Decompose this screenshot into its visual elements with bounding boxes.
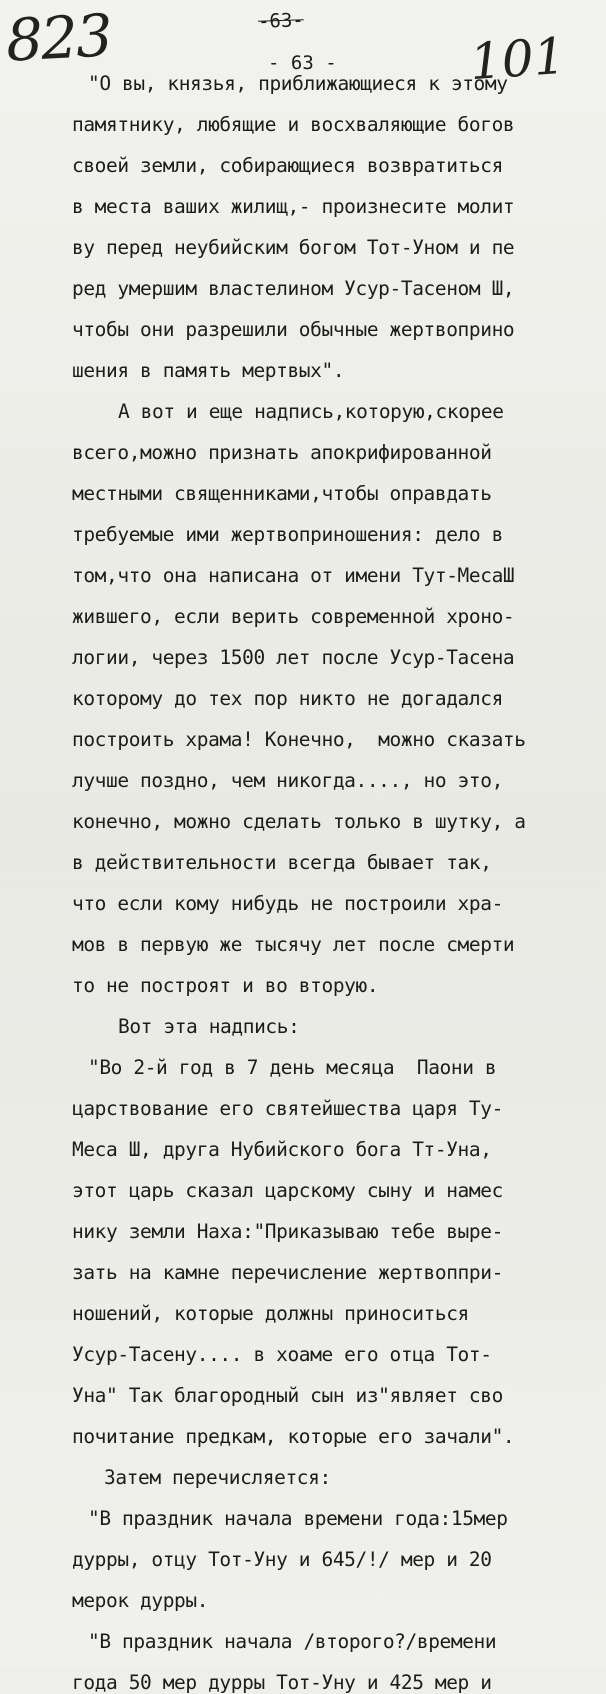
text-line: памятнику, любящие и восхваляющие богов	[72, 113, 515, 136]
text-line: лучше поздно, чем никогда...., но это,	[72, 769, 503, 792]
text-line: то не построят и во вторую.	[72, 974, 379, 997]
text-line: Усур-Тасену.... в хоаме его отца Тот-	[72, 1343, 492, 1366]
text-line: Меса Ш, друга Нубийского бога Тт-Уна,	[72, 1138, 492, 1161]
text-line: ношений, которые должны приноситься	[72, 1302, 469, 1325]
text-line: построить храма! Конечно, можно сказать	[72, 728, 526, 751]
text-line: том,что она написана от имени Тут-МесаШ	[72, 564, 515, 587]
page-number-handwritten: -63-	[257, 9, 305, 33]
text-line: в места ваших жилищ,- произнесите молит	[72, 195, 515, 218]
text-line: этот царь сказал царскому сыну и намес	[72, 1179, 503, 1202]
text-line: года 50 мер дурры Тот-Уну и 425 мер и	[72, 1671, 492, 1694]
text-line: мов в первую же тысячу лет после смерти	[72, 933, 515, 956]
text-line: Затем перечисляется:	[104, 1466, 331, 1489]
text-line: нику земли Наха:"Приказываю тебе выре-	[72, 1220, 503, 1243]
text-line: логии, через 1500 лет после Усур-Тасена	[72, 646, 515, 669]
text-line: мерок дурры.	[72, 1589, 209, 1612]
text-line: что если кому нибудь не построили хра-	[72, 892, 503, 915]
text-line: ред умершим властелином Усур-Тасеном Ш,	[72, 277, 515, 300]
text-line: чтобы они разрешили обычные жертвоприно	[72, 318, 515, 341]
archive-number: 823	[4, 1, 113, 75]
text-line: "О вы, князья, приближающиеся к этому	[88, 72, 508, 95]
text-line: А вот и еще надпись,которую,скорее	[118, 400, 504, 423]
text-line: местными священниками,чтобы оправдать	[72, 482, 492, 505]
text-line: "В праздник начала /второго?/времени	[88, 1630, 497, 1653]
text-line: всего,можно признать апокрифированной	[72, 441, 492, 464]
text-line: своей земли, собирающиеся возвратиться	[72, 154, 503, 177]
text-line: шения в память мертвых".	[72, 359, 345, 382]
text-line: "Во 2-й год в 7 день месяца Паони в	[88, 1056, 497, 1079]
folio-number: 101	[468, 26, 568, 92]
text-line: жившего, если верить современной хроно-	[72, 605, 515, 628]
text-line: дурры, отцу Тот-Уну и 645/!/ мер и 20	[72, 1548, 492, 1571]
text-line: требуемые ими жертвоприношения: дело в	[72, 523, 503, 546]
text-line: царствование его святейшества царя Ту-	[72, 1097, 503, 1120]
text-line: в действительности всегда бывает так,	[72, 851, 492, 874]
page-number: - 63 -	[268, 52, 337, 74]
text-line: Уна" Так благородный сын из"являет сво	[72, 1384, 503, 1407]
text-line: ву перед неубийским богом Тот-Уном и пе	[72, 236, 515, 259]
text-line: Вот эта надпись:	[118, 1015, 300, 1038]
text-line: конечно, можно сделать только в шутку, а	[72, 810, 526, 833]
text-line: почитание предкам, которые его зачали".	[72, 1425, 515, 1448]
text-line: зать на камне перечисление жертвоппри-	[72, 1261, 503, 1284]
text-line: которому до тех пор никто не догадался	[72, 687, 503, 710]
text-line: "В праздник начала времени года:15мер	[88, 1507, 508, 1530]
